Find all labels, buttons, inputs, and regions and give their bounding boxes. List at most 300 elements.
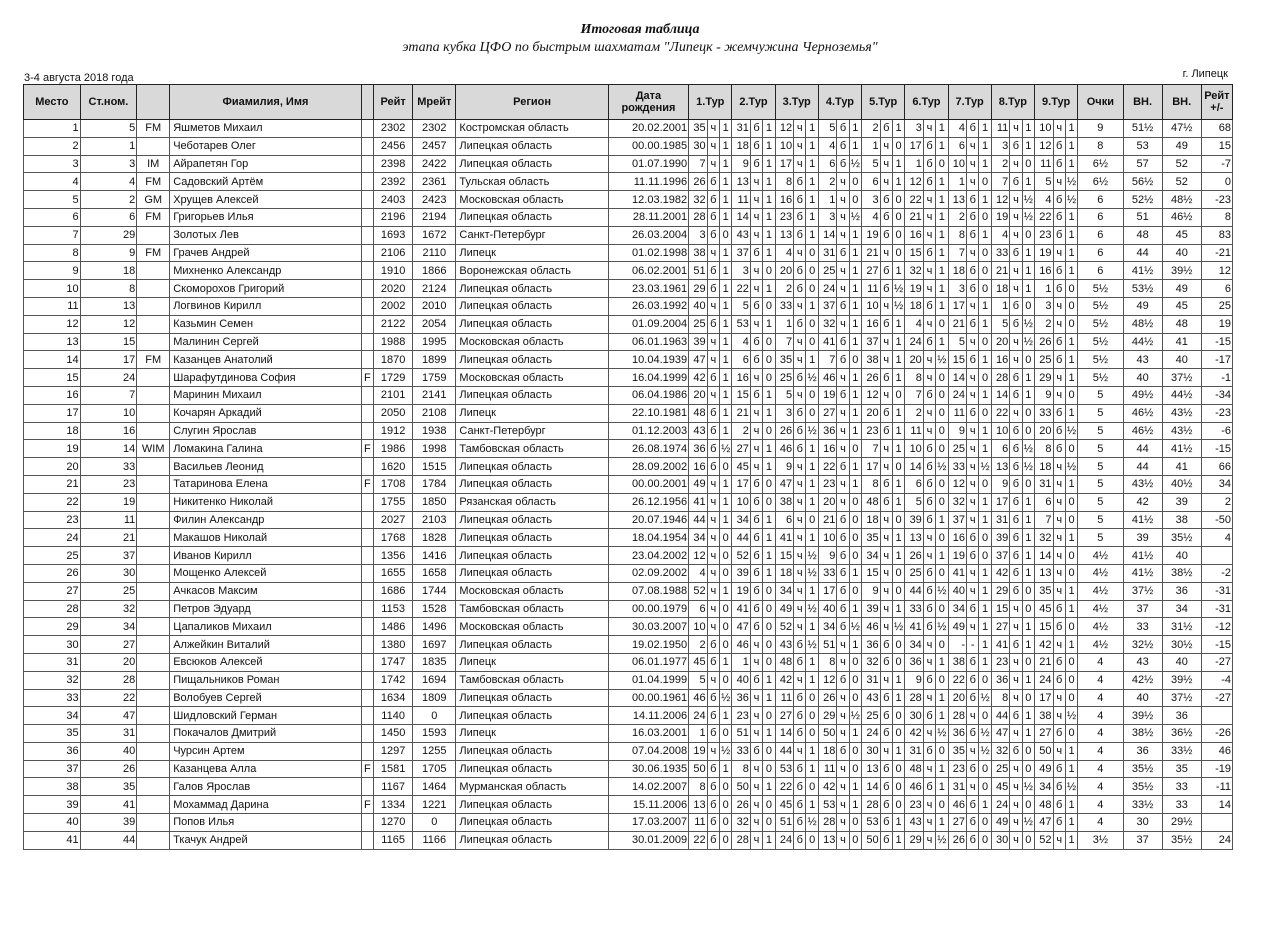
cell-round-4-color: ч [837,689,849,707]
cell-round-4-opponent: 24 [818,280,837,298]
cell-round-9-result: 1 [1065,582,1077,600]
cell-sex [361,707,373,725]
cell-round-3-opponent: 25 [775,369,794,387]
cell-round-7-result: 1 [979,315,991,333]
cell-place: 27 [24,582,81,600]
cell-round-3-color: ч [794,155,806,173]
cell-round-9-color: ч [1053,529,1065,547]
cell-round-8-color: ч [1010,725,1022,743]
cell-round-5-opponent: 38 [862,351,881,369]
cell-buchholz-2: 40 [1162,351,1201,369]
cell-round-4-result: 1 [849,369,861,387]
cell-round-5-color: ч [880,137,892,155]
cell-start-number: 20 [80,653,137,671]
cell-round-9-result: 0 [1065,280,1077,298]
cell-round-6-color: ч [923,226,935,244]
cell-round-4-result: ½ [849,707,861,725]
cell-title [137,137,170,155]
cell-round-9-result: 1 [1065,155,1077,173]
cell-round-2-result: 0 [763,600,775,618]
cell-round-9-opponent: 48 [1034,796,1053,814]
cell-round-3-result: ½ [806,564,818,582]
cell-round-3-color: б [794,173,806,191]
cell-buchholz-2: 36 [1162,582,1201,600]
cell-place: 34 [24,707,81,725]
cell-birthdate: 28.09.2002 [608,458,688,476]
cell-round-8-result: 1 [1022,725,1034,743]
cell-buchholz-2: 48 [1162,315,1201,333]
cell-round-7-color: ч [967,155,979,173]
cell-place: 37 [24,760,81,778]
cell-round-3-opponent: 16 [775,191,794,209]
cell-region: Липецкая область [456,155,608,173]
cell-round-3-result: 1 [806,671,818,689]
cell-round-4-opponent: 17 [818,582,837,600]
cell-round-5-color: б [880,796,892,814]
cell-round-6-opponent: 3 [905,120,924,138]
cell-round-7-color: ч [967,440,979,458]
cell-round-6-result: 1 [936,333,948,351]
cell-round-3-opponent: 12 [775,120,794,138]
cell-round-9-color: б [1053,226,1065,244]
cell-points: 6 [1078,208,1123,226]
cell-name: Цапаликов Михаил [170,618,362,636]
cell-round-3-color: б [794,760,806,778]
cell-round-5-color: ч [880,600,892,618]
cell-round-8-opponent: 11 [991,120,1010,138]
cell-start-number: 9 [80,244,137,262]
cell-start-number: 18 [80,262,137,280]
cell-round-2-opponent: 45 [732,458,751,476]
cell-round-8-result: 0 [1022,404,1034,422]
cell-round-1-result: 1 [719,369,731,387]
cell-round-8-result: 0 [1022,760,1034,778]
cell-round-4-opponent: 10 [818,529,837,547]
cell-round-8-color: ч [1010,280,1022,298]
cell-round-8-color: б [1010,458,1022,476]
cell-round-9-color: ч [1053,689,1065,707]
cell-round-3-result: 1 [806,653,818,671]
cell-round-3-color: б [794,778,806,796]
cell-round-7-color: б [967,671,979,689]
cell-round-4-color: б [837,297,849,315]
cell-round-7-result: 0 [979,173,991,191]
cell-rating-change: -19 [1201,760,1232,778]
cell-sex [361,422,373,440]
cell-round-4-color: б [837,547,849,565]
cell-rating: 1140 [374,707,413,725]
cell-rating-change: 25 [1201,297,1232,315]
cell-round-5-color: б [880,778,892,796]
cell-round-2-result: 1 [763,155,775,173]
cell-buchholz-1: 53½ [1123,280,1162,298]
cell-buchholz-2: 33½ [1162,742,1201,760]
cell-points: 8 [1078,137,1123,155]
cell-round-7-opponent: 36 [948,725,967,743]
cell-round-4-color: б [837,386,849,404]
cell-round-4-color: б [837,742,849,760]
cell-place: 22 [24,493,81,511]
cell-round-4-color: ч [837,191,849,209]
cell-buchholz-1: 37 [1123,600,1162,618]
cell-round-5-color: б [880,191,892,209]
cell-round-8-opponent: 49 [991,814,1010,832]
cell-round-1-opponent: 22 [689,831,708,849]
cell-round-8-result: 1 [1022,280,1034,298]
cell-points: 5½ [1078,351,1123,369]
cell-round-6-result: ½ [936,725,948,743]
cell-title [137,778,170,796]
cell-round-4-result: 1 [849,796,861,814]
cell-start-number: 3 [80,155,137,173]
cell-round-9-color: б [1053,600,1065,618]
cell-round-1-opponent: 16 [689,458,708,476]
cell-round-3-color: ч [794,618,806,636]
cell-buchholz-2: 40 [1162,547,1201,565]
cell-round-9-result: 1 [1065,404,1077,422]
cell-round-7-opponent: 15 [948,351,967,369]
cell-birthdate: 01.02.1998 [608,244,688,262]
cell-rating: 1334 [374,796,413,814]
table-row [24,475,1233,493]
cell-round-7-opponent: 28 [948,707,967,725]
cell-round-8-color: ч [1010,351,1022,369]
cell-rating: 1380 [374,636,413,654]
col-round-2: 2.Тур [732,85,775,120]
cell-round-4-color: ч [837,422,849,440]
cell-place: 32 [24,671,81,689]
cell-start-number: 30 [80,564,137,582]
cell-round-4-result: 1 [849,458,861,476]
cell-round-3-result: 1 [806,208,818,226]
cell-start-number: 13 [80,297,137,315]
cell-round-3-color: ч [794,333,806,351]
cell-round-5-color: ч [880,547,892,565]
cell-round-4-opponent: 27 [818,404,837,422]
cell-round-1-result: 0 [719,778,731,796]
cell-points: 5 [1078,458,1123,476]
cell-round-2-color: б [750,351,762,369]
cell-round-3-opponent: 13 [775,226,794,244]
cell-round-9-color: ч [1053,547,1065,565]
cell-round-4-color: ч [837,280,849,298]
cell-round-8-color: б [1010,244,1022,262]
cell-round-4-result: 0 [849,191,861,209]
cell-name: Хрущев Алексей [170,191,362,209]
cell-points: 4½ [1078,618,1123,636]
cell-round-7-opponent: 20 [948,689,967,707]
cell-round-6-opponent: 44 [905,582,924,600]
cell-round-1-color: б [707,226,719,244]
cell-rating-change: -4 [1201,671,1232,689]
cell-mrating: 1828 [413,529,456,547]
cell-round-2-color: ч [750,725,762,743]
cell-round-5-color: ч [880,386,892,404]
cell-round-6-color: б [923,671,935,689]
cell-round-1-opponent: 34 [689,529,708,547]
cell-round-3-opponent: 49 [775,600,794,618]
cell-rating: 1356 [374,547,413,565]
cell-round-1-color: б [707,173,719,191]
cell-sex [361,315,373,333]
cell-round-1-color: б [707,707,719,725]
cell-rating-change: 2 [1201,493,1232,511]
cell-mrating: 1850 [413,493,456,511]
cell-mrating: 2110 [413,244,456,262]
col-buchholz-2: ВН. [1162,85,1201,120]
cell-start-number: 39 [80,814,137,832]
cell-region: Санкт-Петербург [456,226,608,244]
cell-round-9-opponent: 22 [1034,208,1053,226]
cell-round-6-color: б [923,297,935,315]
cell-round-3-opponent: 35 [775,351,794,369]
cell-round-2-opponent: 6 [732,351,751,369]
cell-round-6-result: 0 [936,440,948,458]
cell-sex [361,333,373,351]
cell-round-2-opponent: 26 [732,796,751,814]
cell-rating-change: -11 [1201,778,1232,796]
col-region: Регион [456,85,608,120]
cell-round-7-color: б [967,208,979,226]
cell-rating: 2122 [374,315,413,333]
cell-points: 3½ [1078,831,1123,849]
cell-round-6-opponent: 41 [905,618,924,636]
cell-round-6-color: ч [923,796,935,814]
cell-round-6-result: 0 [936,369,948,387]
cell-round-1-color: б [707,440,719,458]
cell-region: Тамбовская область [456,440,608,458]
cell-mrating: 1998 [413,440,456,458]
cell-buchholz-1: 44 [1123,244,1162,262]
cell-round-9-opponent: 18 [1034,458,1053,476]
cell-round-6-color: б [923,511,935,529]
cell-round-4-result: 0 [849,831,861,849]
cell-rating: 2302 [374,120,413,138]
cell-sex: F [361,760,373,778]
cell-round-8-color: ч [1010,689,1022,707]
cell-round-7-opponent: 24 [948,386,967,404]
cell-rating-change: -31 [1201,600,1232,618]
cell-title: IM [137,155,170,173]
cell-name: Петров Эдуард [170,600,362,618]
cell-name: Никитенко Николай [170,493,362,511]
cell-round-9-result: 1 [1065,831,1077,849]
col-rating: Рейт [374,85,413,120]
cell-round-4-color: б [837,529,849,547]
cell-rating: 2392 [374,173,413,191]
cell-sex [361,226,373,244]
cell-title [137,707,170,725]
cell-round-1-opponent: 28 [689,208,708,226]
cell-rating: 2196 [374,208,413,226]
cell-name: Филин Александр [170,511,362,529]
cell-round-1-result: 1 [719,208,731,226]
cell-round-7-opponent: 38 [948,653,967,671]
table-row [24,493,1233,511]
cell-round-4-opponent: 4 [818,137,837,155]
cell-round-9-opponent: 3 [1034,297,1053,315]
cell-round-3-opponent: 10 [775,137,794,155]
cell-round-3-result: 1 [806,529,818,547]
cell-round-1-opponent: 50 [689,760,708,778]
cell-round-3-result: 0 [806,315,818,333]
cell-round-8-result: 0 [1022,742,1034,760]
cell-round-7-color: - [967,636,979,654]
cell-round-1-result: 1 [719,297,731,315]
cell-round-6-opponent: 24 [905,333,924,351]
col-name: Фиамилия, Имя [170,85,362,120]
cell-round-2-opponent: 9 [732,155,751,173]
cell-round-1-opponent: 4 [689,564,708,582]
cell-round-9-opponent: 13 [1034,564,1053,582]
cell-round-1-color: ч [707,333,719,351]
cell-mrating: 2124 [413,280,456,298]
cell-round-1-color: ч [707,244,719,262]
cell-round-9-result: 1 [1065,262,1077,280]
cell-round-3-opponent: 38 [775,493,794,511]
cell-buchholz-2: 39½ [1162,262,1201,280]
cell-round-2-result: 1 [763,280,775,298]
cell-round-9-color: ч [1053,831,1065,849]
cell-round-4-result: 0 [849,742,861,760]
cell-round-5-color: б [880,814,892,832]
table-row [24,404,1233,422]
cell-points: 6 [1078,191,1123,209]
cell-buchholz-2: 38 [1162,511,1201,529]
cell-mrating: 1744 [413,582,456,600]
cell-round-9-result: 0 [1065,689,1077,707]
cell-points: 4 [1078,725,1123,743]
cell-round-7-color: ч [967,173,979,191]
cell-round-2-opponent: 52 [732,547,751,565]
cell-round-4-opponent: 6 [818,155,837,173]
cell-round-2-color: б [750,475,762,493]
cell-buchholz-1: 51 [1123,208,1162,226]
cell-name: Попов Илья [170,814,362,832]
cell-round-6-opponent: 4 [905,315,924,333]
cell-round-3-opponent: 24 [775,831,794,849]
cell-start-number: 22 [80,689,137,707]
cell-mrating: 1166 [413,831,456,849]
cell-round-5-opponent: 26 [862,369,881,387]
cell-round-4-result: 0 [849,671,861,689]
cell-round-9-result: 1 [1065,369,1077,387]
cell-round-7-color: б [967,529,979,547]
cell-round-8-color: ч [1010,618,1022,636]
cell-place: 41 [24,831,81,849]
cell-round-1-color: ч [707,386,719,404]
cell-round-9-opponent: 32 [1034,529,1053,547]
cell-round-7-opponent: 11 [948,404,967,422]
cell-round-5-opponent: 6 [862,173,881,191]
cell-round-6-result: 1 [936,760,948,778]
cell-round-5-result: 0 [892,564,904,582]
cell-round-3-color: б [794,422,806,440]
cell-place: 8 [24,244,81,262]
cell-round-3-color: б [794,369,806,387]
cell-round-3-opponent: 53 [775,760,794,778]
cell-round-6-color: б [923,493,935,511]
cell-name: Маринин Михаил [170,386,362,404]
cell-round-7-color: ч [967,475,979,493]
cell-mrating: 1255 [413,742,456,760]
cell-round-5-opponent: 13 [862,760,881,778]
cell-round-4-result: 0 [849,493,861,511]
cell-round-3-opponent: 41 [775,529,794,547]
cell-round-9-color: ч [1053,458,1065,476]
cell-start-number: 17 [80,351,137,369]
cell-round-2-opponent: 23 [732,707,751,725]
cell-round-7-opponent: 1 [948,173,967,191]
cell-round-6-result: 0 [936,671,948,689]
cell-birthdate: 20.02.2001 [608,120,688,138]
cell-round-3-result: 1 [806,796,818,814]
cell-round-3-result: 0 [806,280,818,298]
cell-round-4-result: 1 [849,297,861,315]
cell-round-4-result: 0 [849,351,861,369]
table-row [24,814,1233,832]
cell-round-9-result: 0 [1065,547,1077,565]
table-row [24,778,1233,796]
cell-rating: 1581 [374,760,413,778]
cell-mrating: 2010 [413,297,456,315]
cell-buchholz-1: 57 [1123,155,1162,173]
cell-round-5-result: 0 [892,796,904,814]
cell-round-2-opponent: 50 [732,778,751,796]
cell-buchholz-2: 39 [1162,493,1201,511]
cell-sex [361,208,373,226]
col-sex [361,85,373,120]
cell-buchholz-2: 31½ [1162,618,1201,636]
cell-round-8-opponent: 41 [991,636,1010,654]
cell-rating: 1912 [374,422,413,440]
cell-round-8-result: 0 [1022,422,1034,440]
cell-title [137,315,170,333]
cell-name: Грачев Андрей [170,244,362,262]
cell-round-1-result: ½ [719,440,731,458]
cell-round-3-result: 1 [806,226,818,244]
cell-round-2-opponent: 36 [732,689,751,707]
cell-round-9-color: ч [1053,120,1065,138]
cell-round-4-color: б [837,155,849,173]
cell-round-8-result: 1 [1022,173,1034,191]
cell-title [137,511,170,529]
cell-round-7-opponent: 16 [948,529,967,547]
cell-round-8-opponent: 27 [991,618,1010,636]
cell-round-5-color: б [880,262,892,280]
cell-round-1-opponent: 5 [689,671,708,689]
cell-round-8-opponent: 28 [991,369,1010,387]
cell-round-4-result: 1 [849,600,861,618]
cell-buchholz-2: 41 [1162,333,1201,351]
cell-round-7-opponent: 34 [948,600,967,618]
cell-region: Липецк [456,404,608,422]
cell-round-6-result: 1 [936,244,948,262]
table-row [24,297,1233,315]
cell-name: Мощенко Алексей [170,564,362,582]
cell-round-2-color: б [750,155,762,173]
cell-round-3-color: б [794,689,806,707]
cell-round-4-color: ч [837,475,849,493]
cell-place: 3 [24,155,81,173]
cell-round-2-color: ч [750,636,762,654]
cell-round-8-color: ч [1010,814,1022,832]
cell-round-7-opponent: 37 [948,511,967,529]
cell-round-5-color: ч [880,564,892,582]
cell-round-7-opponent: 5 [948,333,967,351]
cell-round-3-opponent: 18 [775,564,794,582]
cell-round-9-opponent: 10 [1034,120,1053,138]
